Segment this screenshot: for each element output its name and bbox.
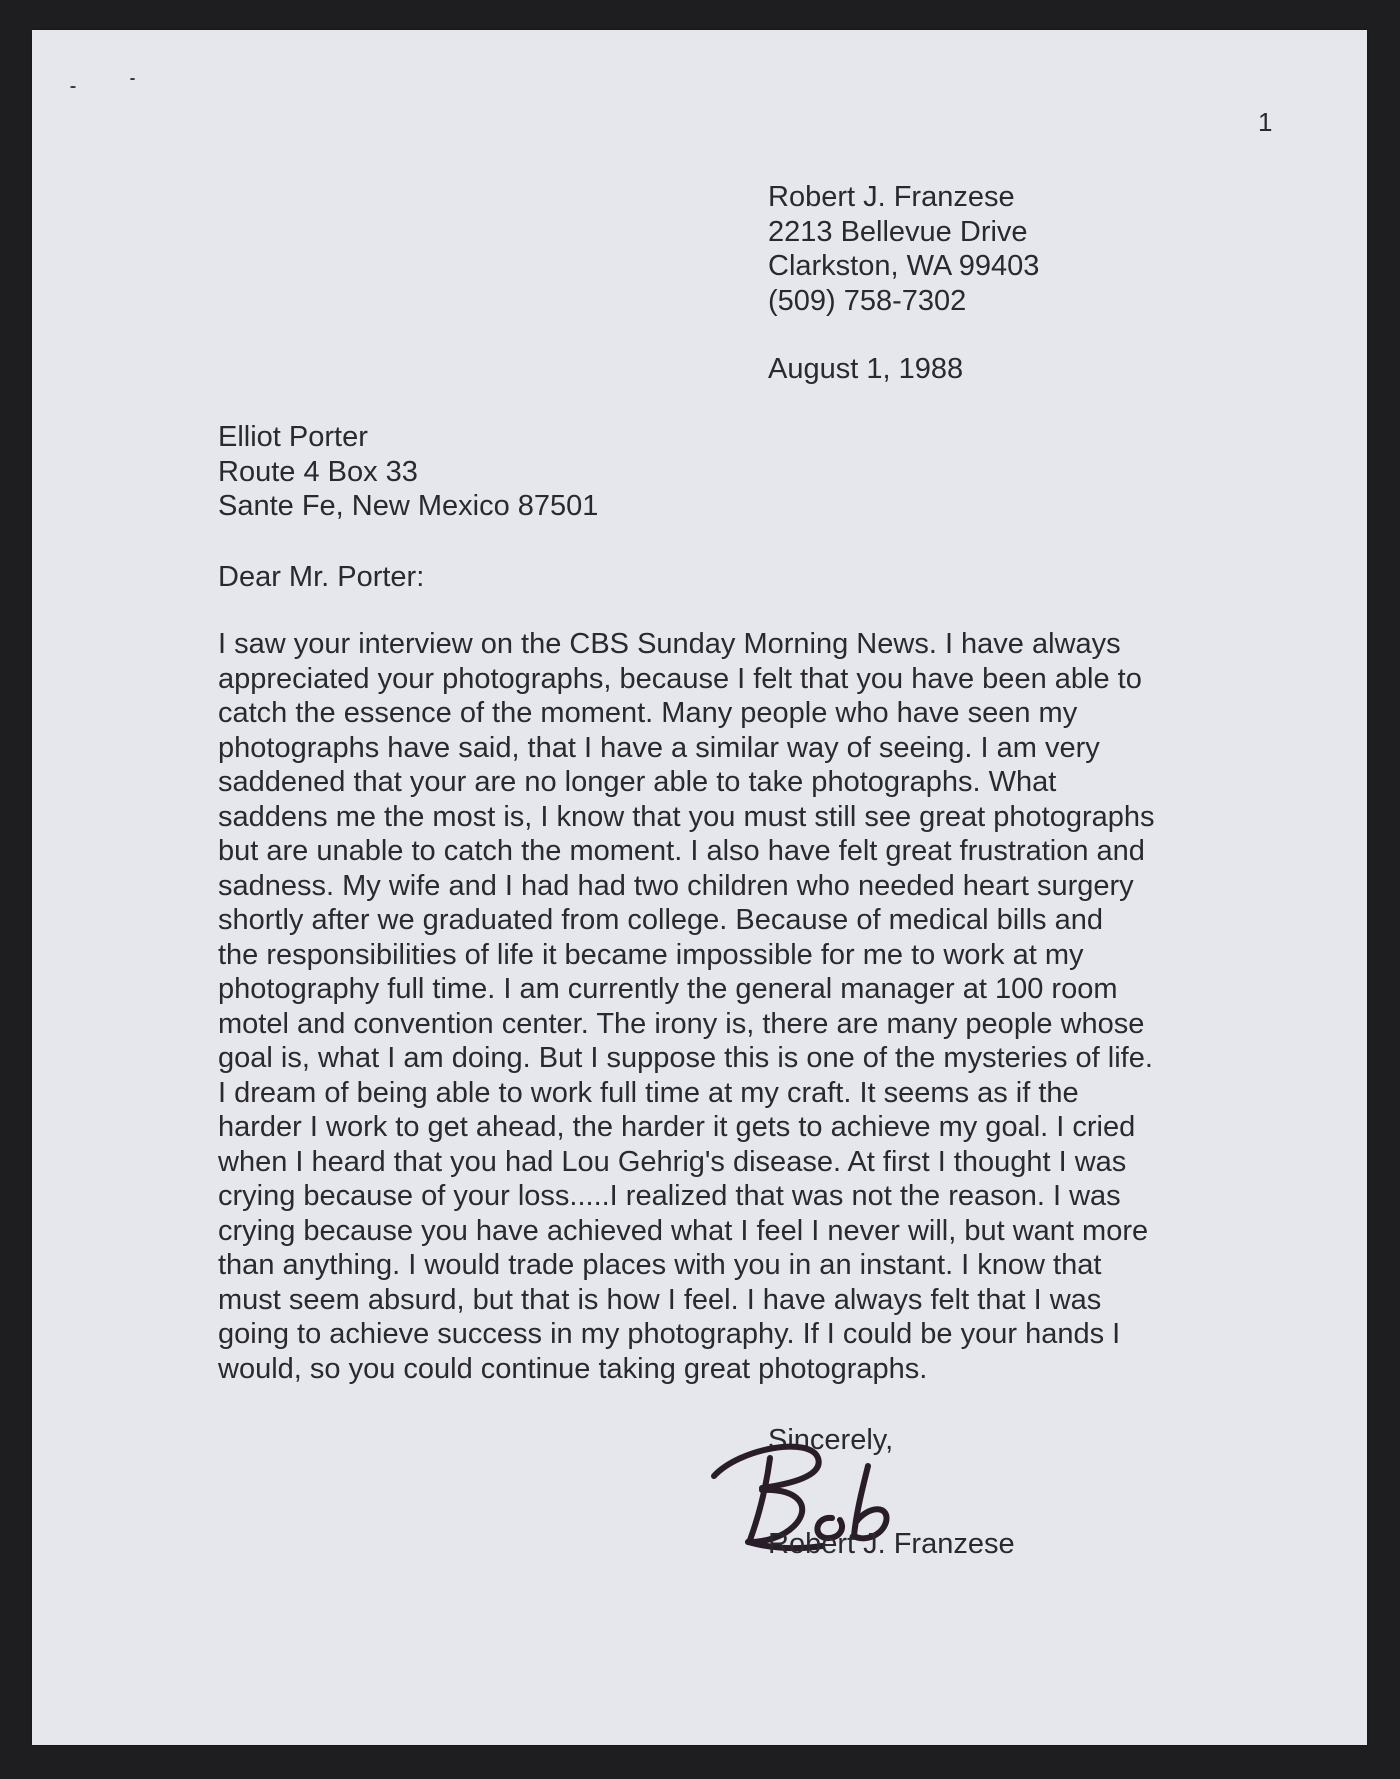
body-line: saddens me the most is, I know that you must still see great photographs	[218, 800, 1155, 833]
body-line: must seem absurd, but that is how I feel. I have always felt that I was	[218, 1283, 1102, 1316]
body-line: would, so you could continue taking great photographs.	[218, 1352, 928, 1385]
body-line: shortly after we graduated from college. Because of medical bills and	[218, 904, 1103, 936]
salutation: Dear Mr. Porter:	[218, 561, 425, 593]
body-line: appreciated your photographs, because I felt that you have been able to	[218, 662, 1142, 695]
body-line: catch the essence of the moment. Many people who have seen my	[218, 697, 1078, 729]
sender-address	[768, 180, 1039, 318]
printed-name: Robert J. Franzese	[768, 1528, 1015, 1560]
body-line: harder I work to get ahead, the harder it gets to achieve my goal. I cried	[218, 1111, 1136, 1143]
body-line: the responsibilities of life it became impossible for me to work at my	[218, 938, 1084, 971]
paper-speck	[70, 86, 76, 88]
recipient-line: Route 4 Box 33	[218, 455, 418, 488]
body-line: crying because you have achieved what I feel I never will, but want more	[218, 1214, 1149, 1247]
page-number: 1	[1258, 107, 1273, 137]
body-line: photography full time. I am currently the general manager at 100 room	[218, 973, 1118, 1005]
closing: Sincerely,	[768, 1424, 894, 1456]
recipient-line: Sante Fe, New Mexico 87501	[218, 490, 599, 522]
body-line: going to achieve success in my photography. If I could be your hands I	[218, 1318, 1121, 1350]
body-line: I dream of being able to work full time at my craft. It seems as if the	[218, 1076, 1079, 1109]
paper-speck	[130, 78, 135, 80]
body-line: than anything. I would trade places with you in an instant. I know that	[218, 1249, 1102, 1281]
recipient-line: Elliot Porter	[218, 421, 368, 453]
sender-line: Robert J. Franzese	[768, 181, 1015, 213]
body-line: sadness. My wife and I had had two children who needed heart surgery	[218, 869, 1134, 902]
body-line: motel and convention center. The irony is, there are many people whose	[218, 1007, 1145, 1040]
body-line: goal is, what I am doing. But I suppose this is one of the mysteries of life.	[218, 1042, 1153, 1074]
body-line: but are unable to catch the moment. I also have felt great frustration and	[218, 835, 1145, 867]
letter-date: August 1, 1988	[768, 353, 964, 385]
body-line: crying because of your loss.....I realized that was not the reason. I was	[218, 1180, 1121, 1212]
sender-line: Clarkston, WA 99403	[768, 250, 1040, 282]
body-line: saddened that your are no longer able to take photographs. What	[218, 766, 1057, 798]
body-line: photographs have said, that I have a similar way of seeing. I am very	[218, 731, 1100, 764]
letter-body	[218, 627, 1155, 1386]
body-line: I saw your interview on the CBS Sunday Morning News. I have always	[218, 628, 1121, 660]
sender-line: 2213 Bellevue Drive	[768, 215, 1028, 248]
sender-line: (509) 758-7302	[768, 284, 967, 317]
body-line: when I heard that you had Lou Gehrig's disease. At first I thought I was	[218, 1145, 1127, 1178]
recipient-address	[218, 420, 598, 524]
